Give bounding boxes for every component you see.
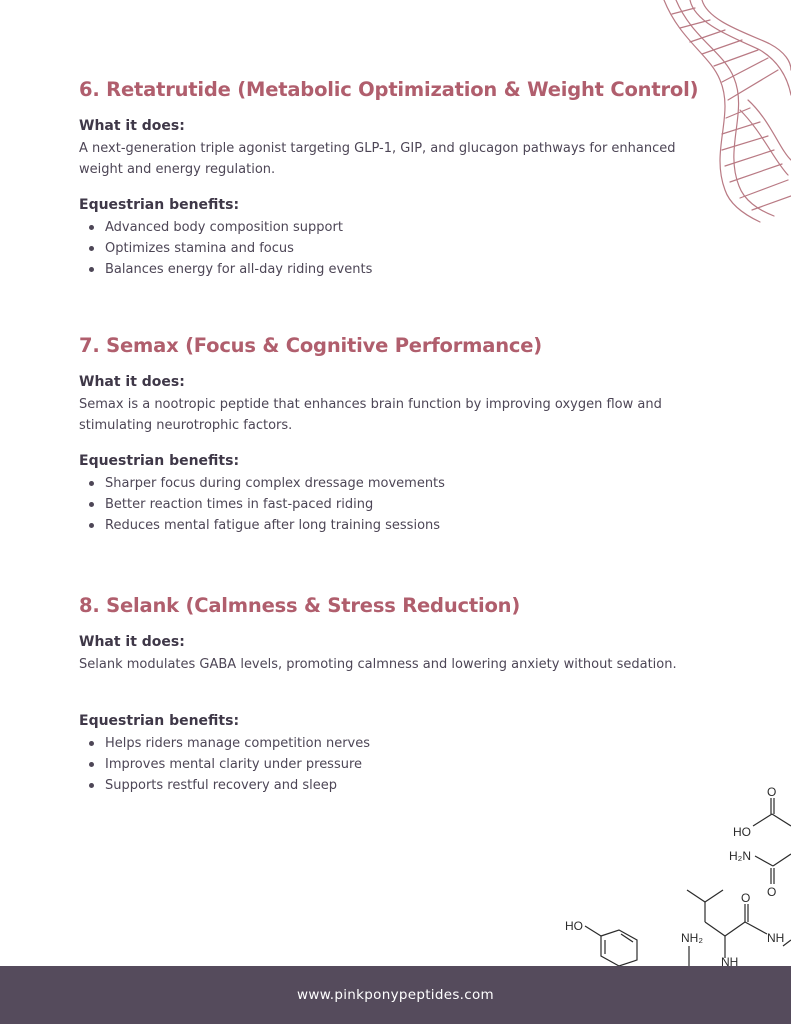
section-heading: 8. Selank (Calmness & Stress Reduction) bbox=[79, 594, 521, 617]
what-it-does-label: What it does: bbox=[79, 118, 185, 134]
molecule-label: H₂N bbox=[729, 849, 751, 863]
list-item: Sharper focus during complex dressage movements bbox=[79, 473, 719, 494]
list-item: Helps riders manage competition nerves bbox=[79, 733, 719, 754]
list-item: Balances energy for all-day riding events bbox=[79, 259, 719, 280]
section-heading: 7. Semax (Focus & Cognitive Performance) bbox=[79, 334, 542, 357]
benefits-label: Equestrian benefits: bbox=[79, 197, 240, 213]
what-it-does-text: Selank modulates GABA levels, promoting calmness and lowering anxiety without sedation. bbox=[79, 657, 677, 672]
website-link[interactable]: www.pinkponypeptides.com bbox=[297, 987, 494, 1003]
molecule-label: NH bbox=[721, 955, 739, 966]
what-it-does-text: A next-generation triple agonist targeting GLP-1, GIP, and glucagon pathways for enhanced weight and energy regulation. bbox=[79, 141, 676, 177]
molecule-label: NH bbox=[767, 931, 785, 945]
list-item: Optimizes stamina and focus bbox=[79, 238, 719, 259]
section-selank bbox=[79, 594, 719, 796]
list-item: Reduces mental fatigue after long training sessions bbox=[79, 515, 719, 536]
section-semax bbox=[79, 334, 719, 536]
footer-bar bbox=[0, 966, 791, 1024]
section-heading: 6. Retatrutide (Metabolic Optimization & Weight Control) bbox=[79, 78, 699, 101]
list-item: Supports restful recovery and sleep bbox=[79, 775, 719, 796]
benefits-list bbox=[79, 217, 719, 280]
molecule-structure-illustration bbox=[555, 780, 791, 966]
molecule-label: O bbox=[767, 785, 777, 799]
list-item: Better reaction times in fast-paced riding bbox=[79, 494, 719, 515]
molecule-label: HO bbox=[565, 919, 583, 933]
molecule-label: NH₂ bbox=[681, 931, 703, 945]
molecule-label: O bbox=[767, 885, 777, 899]
what-it-does-text: Semax is a nootropic peptide that enhances brain function by improving oxygen flow and stimulating neurotrophic factors. bbox=[79, 397, 662, 433]
list-item: Improves mental clarity under pressure bbox=[79, 754, 719, 775]
benefits-label: Equestrian benefits: bbox=[79, 453, 240, 469]
benefits-label: Equestrian benefits: bbox=[79, 713, 240, 729]
molecule-label: O bbox=[741, 891, 751, 905]
what-it-does-label: What it does: bbox=[79, 374, 185, 390]
benefits-list bbox=[79, 473, 719, 536]
what-it-does-label: What it does: bbox=[79, 634, 185, 650]
section-retatrutide bbox=[79, 78, 719, 280]
list-item: Advanced body composition support bbox=[79, 217, 719, 238]
molecule-label: HO bbox=[733, 825, 751, 839]
